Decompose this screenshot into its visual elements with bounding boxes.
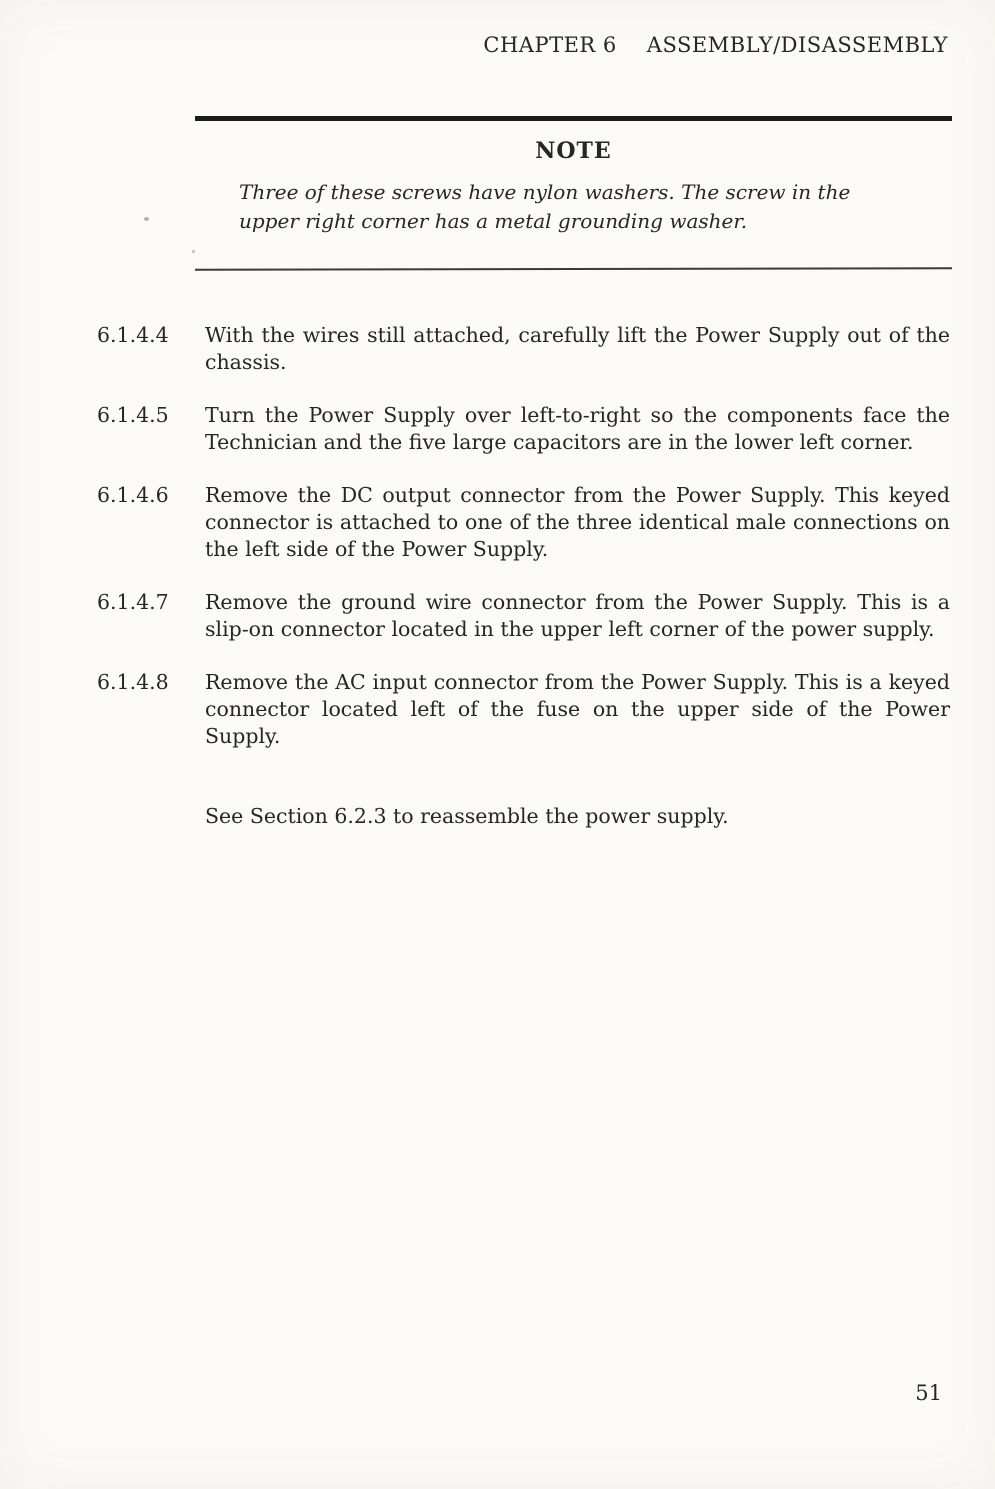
step-text: Turn the Power Supply over left-to-right so the components face the Technician and the five large capacitors are in the lower left corner. [205, 403, 950, 454]
step-number: 6.1.4.4 [97, 323, 169, 347]
page-number: 51 [915, 1381, 942, 1405]
step-text: Remove the AC input connector from the Power Supply. This is a keyed connector located left of the fuse on the upper side of the Power Supply. [205, 670, 950, 748]
step-text: Remove the ground wire connector from the Power Supply. This is a slip-on connector located in the upper left corner of the power supply. [205, 590, 950, 641]
step-text: With the wires still attached, carefully lift the Power Supply out of the chassis. [205, 323, 950, 374]
procedure-step [97, 482, 950, 563]
step-number: 6.1.4.7 [97, 590, 169, 614]
note-body-text: Three of these screws have nylon washers. The screw in the upper right corner has a metal grounding washer. [239, 180, 851, 233]
running-header [483, 33, 948, 57]
procedure-steps [97, 322, 950, 830]
closing-reference: See Section 6.2.3 to reassemble the power supply. [205, 804, 729, 828]
step-number: 6.1.4.5 [97, 403, 169, 427]
note-callout [195, 116, 952, 270]
note-title: NOTE [535, 138, 612, 164]
note-bottom-rule [195, 267, 952, 271]
step-number: 6.1.4.8 [97, 670, 169, 694]
procedure-step [97, 589, 950, 643]
chapter-title: ASSEMBLY/DISASSEMBLY [646, 33, 948, 57]
step-text: Remove the DC output connector from the Power Supply. This keyed connector is attached to one of the three identical male connections on the left side of the Power Supply. [205, 483, 950, 561]
procedure-step [97, 402, 950, 456]
note-top-rule [195, 116, 952, 121]
procedure-step [97, 669, 950, 750]
chapter-label: CHAPTER 6 [483, 33, 617, 57]
procedure-step [97, 322, 950, 376]
step-number: 6.1.4.6 [97, 483, 169, 507]
scan-artifact [144, 217, 149, 221]
